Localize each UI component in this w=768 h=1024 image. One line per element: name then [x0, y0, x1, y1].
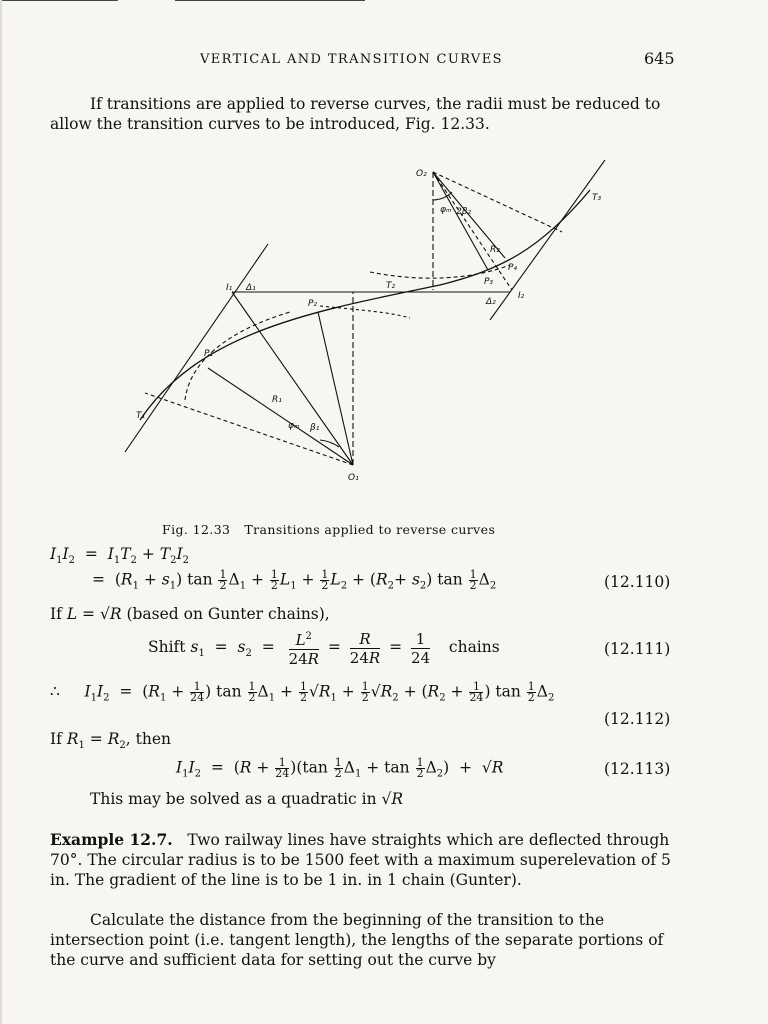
equation-tangent-sum: $I_1I_2 = I_1T_2 + T_2I_2$: [50, 545, 189, 567]
example-paragraph: [50, 830, 680, 890]
scan-edge-line: [0, 0, 118, 1]
line-O2-T3: [433, 172, 562, 232]
line-O1-T1: [145, 393, 353, 465]
radius-to-P1: [208, 368, 353, 465]
label-2beta2: 2β₂: [456, 207, 472, 217]
figure-caption-text: Transitions applied to reverse curves: [244, 522, 496, 537]
label-delta1: Δ₁: [246, 283, 256, 293]
equation-number-12-110: (12.110): [604, 573, 671, 591]
example-paragraph-2: Calculate the distance from the beginning of the transition to the intersection point (i.e. tangent length), the lengths of the separate portions of the curve and sufficient data for setting out the curve by: [50, 911, 664, 969]
label-P2: P₂: [308, 299, 318, 309]
condition-L-line: If L = √R (based on Gunter chains),: [50, 605, 330, 623]
label-O2: O₂: [416, 169, 427, 179]
equation-12-113: $I_1I_2 = (R$ + $\frac{1}{24}$ )(tan $\frac{1}{2}$ $\Delta_1 + \tan$ $\frac{1}{2}$ $\Delta_2) + √R$: [176, 756, 504, 780]
radius-to-P3: [433, 172, 488, 270]
condition-L-if: If: [50, 605, 62, 623]
intro-paragraph: If transitions are applied to reverse curves, the radii must be reduced to allow the transition curves to be introduced, Fig. 12.33.: [50, 95, 661, 133]
page-number: 645: [644, 49, 675, 68]
label-T2: T₂: [386, 281, 396, 291]
reverse-curve-figure: [100, 160, 640, 490]
label-beta1: β₁: [310, 423, 320, 433]
label-delta2: Δ₂: [486, 297, 496, 307]
equation-number-12-111: (12.111): [604, 640, 671, 658]
label-R2: R₂: [490, 245, 500, 255]
line-O2-I2: [433, 172, 512, 290]
example-label: Example 12.7.: [50, 830, 173, 849]
figure-caption-label: Fig. 12.33: [162, 522, 231, 537]
page-gutter: [0, 0, 2, 1024]
circle-continuation: [320, 306, 410, 318]
label-I2: I₂: [518, 291, 525, 301]
example-text: Two railway lines have straights which are deflected through 70°. The circular radius is to be 1500 feet with a maximum superelevation of 5 in. The gradient of the line is to be 1 in. in 1 chain (Gunter).: [50, 831, 671, 889]
equation-number-12-113: (12.113): [604, 760, 671, 778]
condition-R-then: , then: [125, 730, 171, 748]
equation-12-111: Shift $s_1 = s_2$ = $\frac{L^2}{24R}$ = $\frac{R}{24R}$ = $\frac{1}{24}$ chains: [148, 629, 500, 668]
scan-edge-line: [175, 0, 365, 1]
reverse-curve-path: [140, 190, 590, 420]
shift-unit: chains: [448, 638, 500, 656]
equation-12-110: = $(R_1 + s_1)$ tan $\frac{1}{2}$ $\Delta_1$ + $\frac{1}{2}$ $L_1$ + $\frac{1}{2}$ $L_2 + (R_2+ s_2)$ tan $\frac{1}{2}$ $\Delta_2$: [92, 568, 497, 592]
condition-L-rest: (based on Gunter chains),: [126, 605, 330, 623]
tangent-line-2: [490, 160, 605, 320]
label-T1: T₁: [136, 411, 146, 421]
label-P4: P₄: [508, 263, 518, 273]
label-O1: O₁: [348, 473, 359, 483]
label-P1: P₁: [204, 349, 214, 359]
quadratic-note-text: This may be solved as a quadratic in: [90, 790, 377, 808]
tangent-line-1: [125, 244, 268, 452]
label-phi-m-top: φₘ: [440, 205, 452, 215]
label-R1: R₁: [272, 395, 282, 405]
equation-number-12-112: (12.112): [604, 710, 671, 728]
radius-to-P2: [318, 312, 353, 465]
line-O1-I1: [232, 292, 353, 465]
quadratic-note: This may be solved as a quadratic in √R: [90, 790, 404, 808]
label-P3: P₃: [484, 277, 494, 287]
label-phi-m-bottom: φₘ: [288, 421, 300, 431]
condition-R-if: If: [50, 730, 62, 748]
figure-caption: [162, 522, 495, 537]
therefore-symbol: ∴: [50, 682, 60, 701]
shift-label: Shift: [148, 638, 186, 656]
label-I1: I₁: [226, 283, 233, 293]
label-T3: T₃: [592, 193, 602, 203]
condition-R-line: If $R_1 = R_2$, then: [50, 730, 171, 752]
running-header-title: VERTICAL AND TRANSITION CURVES: [200, 52, 503, 67]
equation-12-112: ∴ $I_1I_2 = (R_1$ + $\frac{1}{24}$ ) tan $\frac{1}{2}$ $\Delta_1$ + $\frac{1}{2}$ $√R_1$ + $\frac{1}{2}$ $√R_2 + (R_2$ + $\frac{1}{24}$ ) tan $\frac{1}{2}$ $\Delta_2$: [50, 680, 555, 704]
